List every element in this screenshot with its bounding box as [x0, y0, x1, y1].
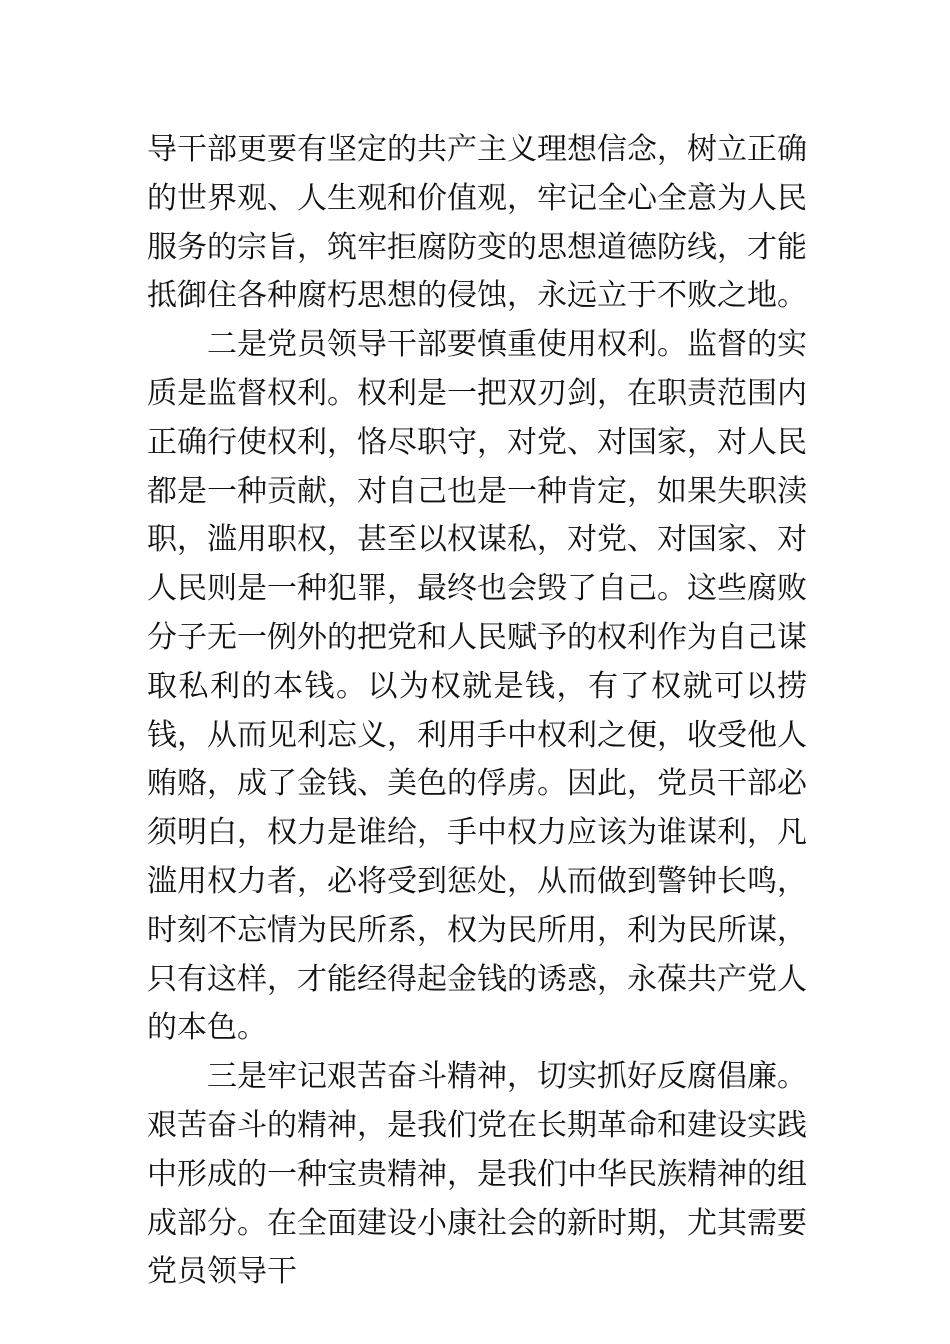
document-body: [147, 126, 807, 1297]
paragraph-1: 导干部更要有坚定的共产主义理想信念，树立正确的世界观、人生观和价值观，牢记全心全意为人民服务的宗旨，筑牢拒腐防变的思想道德防线，才能抵御住各种腐朽思想的侵蚀，永远立于不败之地。: [147, 132, 807, 314]
paragraph-3: 三是牢记艰苦奋斗精神，切实抓好反腐倡廉。艰苦奋斗的精神，是我们党在长期革命和建设实践中形成的一种宝贵精神，是我们中华民族精神的组成部分。在全面建设小康社会的新时期，尤其需要党员领导干: [147, 1059, 807, 1290]
paragraph-2: 二是党员领导干部要慎重使用权利。监督的实质是监督权利。权利是一把双刃剑，在职责范围内正确行使权利，恪尽职守，对党、对国家，对人民都是一种贡献，对自己也是一种肯定，如果失职渎职，滥用职权，甚至以权谋私，对党、对国家、对人民则是一种犯罪，最终也会毁了自己。这些腐败分子无一例外的把党和人民赋予的权利作为自己谋取私利的本钱。以为权就是钱，有了权就可以捞钱，从而见利忘义，利用手中权利之便，收受他人贿赂，成了金钱、美色的俘虏。因此，党员干部必须明白，权力是谁给，手中权力应该为谁谋利，凡滥用权力者，必将受到惩处，从而做到警钟长鸣，时刻不忘情为民所系，权为民所用，利为民所谋，只有这样，才能经得起金钱的诱惑，永葆共产党人的本色。: [147, 327, 807, 1046]
